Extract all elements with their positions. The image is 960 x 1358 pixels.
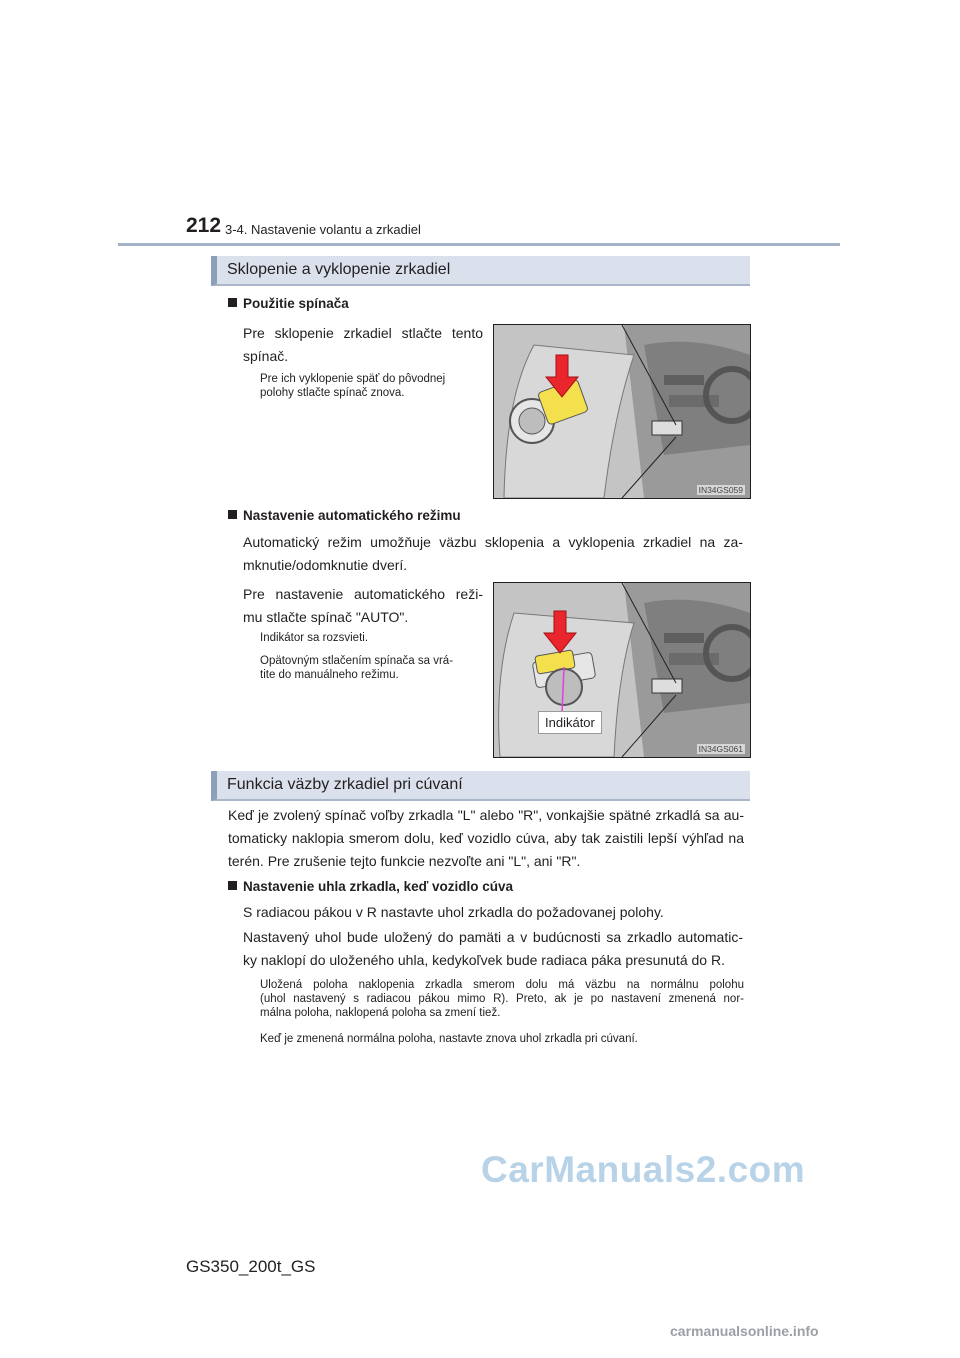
reverse-memory: Nastavený uhol bude uložený do pamäti a v budúcnosti sa zrkadlo automatic- ky naklopí do uloženého uhla, kedykoľvek bude radiaca páka presunutá do R. bbox=[243, 929, 743, 968]
section-title-reverse: Funkcia väzby zrkadiel pri cúvaní bbox=[227, 776, 463, 793]
reverse-note-1: Uložená poloha naklopenia zrkadla smerom dolu má väzbu na normálnu polohu (uhol nastavený s radiacou pákou mimo R). Preto, ak je po nastavení zmenená nor- málna poloha, naklopená poloha sa zmení tiež. bbox=[260, 979, 744, 1019]
square-bullet-icon bbox=[228, 298, 237, 307]
subheading-auto-mode: Nastavenie automatického režimu bbox=[228, 508, 461, 523]
reverse-step: S radiacou pákou v R nastavte uhol zrkadla do požadovanej polohy. bbox=[243, 904, 664, 920]
square-bullet-icon bbox=[228, 510, 237, 519]
unfold-note: Pre ich vyklopenie späť do pôvodnej polohy stlačte spínač znova. bbox=[260, 373, 446, 399]
auto-mode-instruction: Pre nastavenie automatického reži- mu stlačte spínač "AUTO". bbox=[243, 586, 483, 625]
subheading-reverse-angle: Nastavenie uhla zrkadla, keď vozidlo cúva bbox=[228, 879, 513, 894]
section-heading-reverse bbox=[211, 771, 750, 801]
figure-code: IN34GS061 bbox=[698, 744, 743, 754]
subheading-switch-use: Použitie spínača bbox=[228, 296, 349, 311]
indicator-note: Indikátor sa rozsvieti. bbox=[260, 632, 369, 644]
square-bullet-icon bbox=[228, 881, 237, 890]
figure-code: IN34GS059 bbox=[698, 485, 743, 495]
reverse-note-2: Keď je zmenená normálna poloha, nastavte znova uhol zrkadla pri cúvaní. bbox=[260, 1033, 638, 1045]
header-rule bbox=[118, 243, 840, 246]
watermark-carmanualsonline: carmanualsonline.info bbox=[670, 1323, 819, 1339]
return-manual-note: Opätovným stlačením spínača sa vrá- tite do manuálneho režimu. bbox=[260, 655, 454, 681]
section-title-fold: Sklopenie a vyklopenie zrkadiel bbox=[227, 261, 451, 278]
reverse-intro: Keď je zvolený spínač voľby zrkadla "L" alebo "R", vonkajšie spätné zrkadlá sa au- tomaticky naklopia smerom dolu, keď vozidlo cúva, aby tak zaistili lepší výhľad na terén. Pre zrušenie tejto funkcie nezvoľte ani "L", ani "R". bbox=[228, 807, 744, 869]
fold-instruction: Pre sklopenie zrkadiel stlačte tento spínač. bbox=[243, 325, 483, 364]
figure-fold-switch bbox=[493, 324, 751, 499]
indicator-callout: Indikátor bbox=[538, 711, 602, 734]
auto-mode-description: Automatický režim umožňuje väzbu sklopenia a vyklopenia zrkadiel na za- mknutie/odomknutie dverí. bbox=[243, 534, 743, 573]
figure-auto-switch bbox=[493, 582, 751, 758]
watermark-carmanuals: CarManuals2.com bbox=[481, 1149, 806, 1190]
section-heading-fold bbox=[211, 256, 750, 286]
chapter-title: 3-4. Nastavenie volantu a zrkadiel bbox=[225, 222, 421, 237]
footer-model: GS350_200t_GS bbox=[186, 1257, 316, 1276]
page-number: 212 bbox=[186, 214, 222, 237]
